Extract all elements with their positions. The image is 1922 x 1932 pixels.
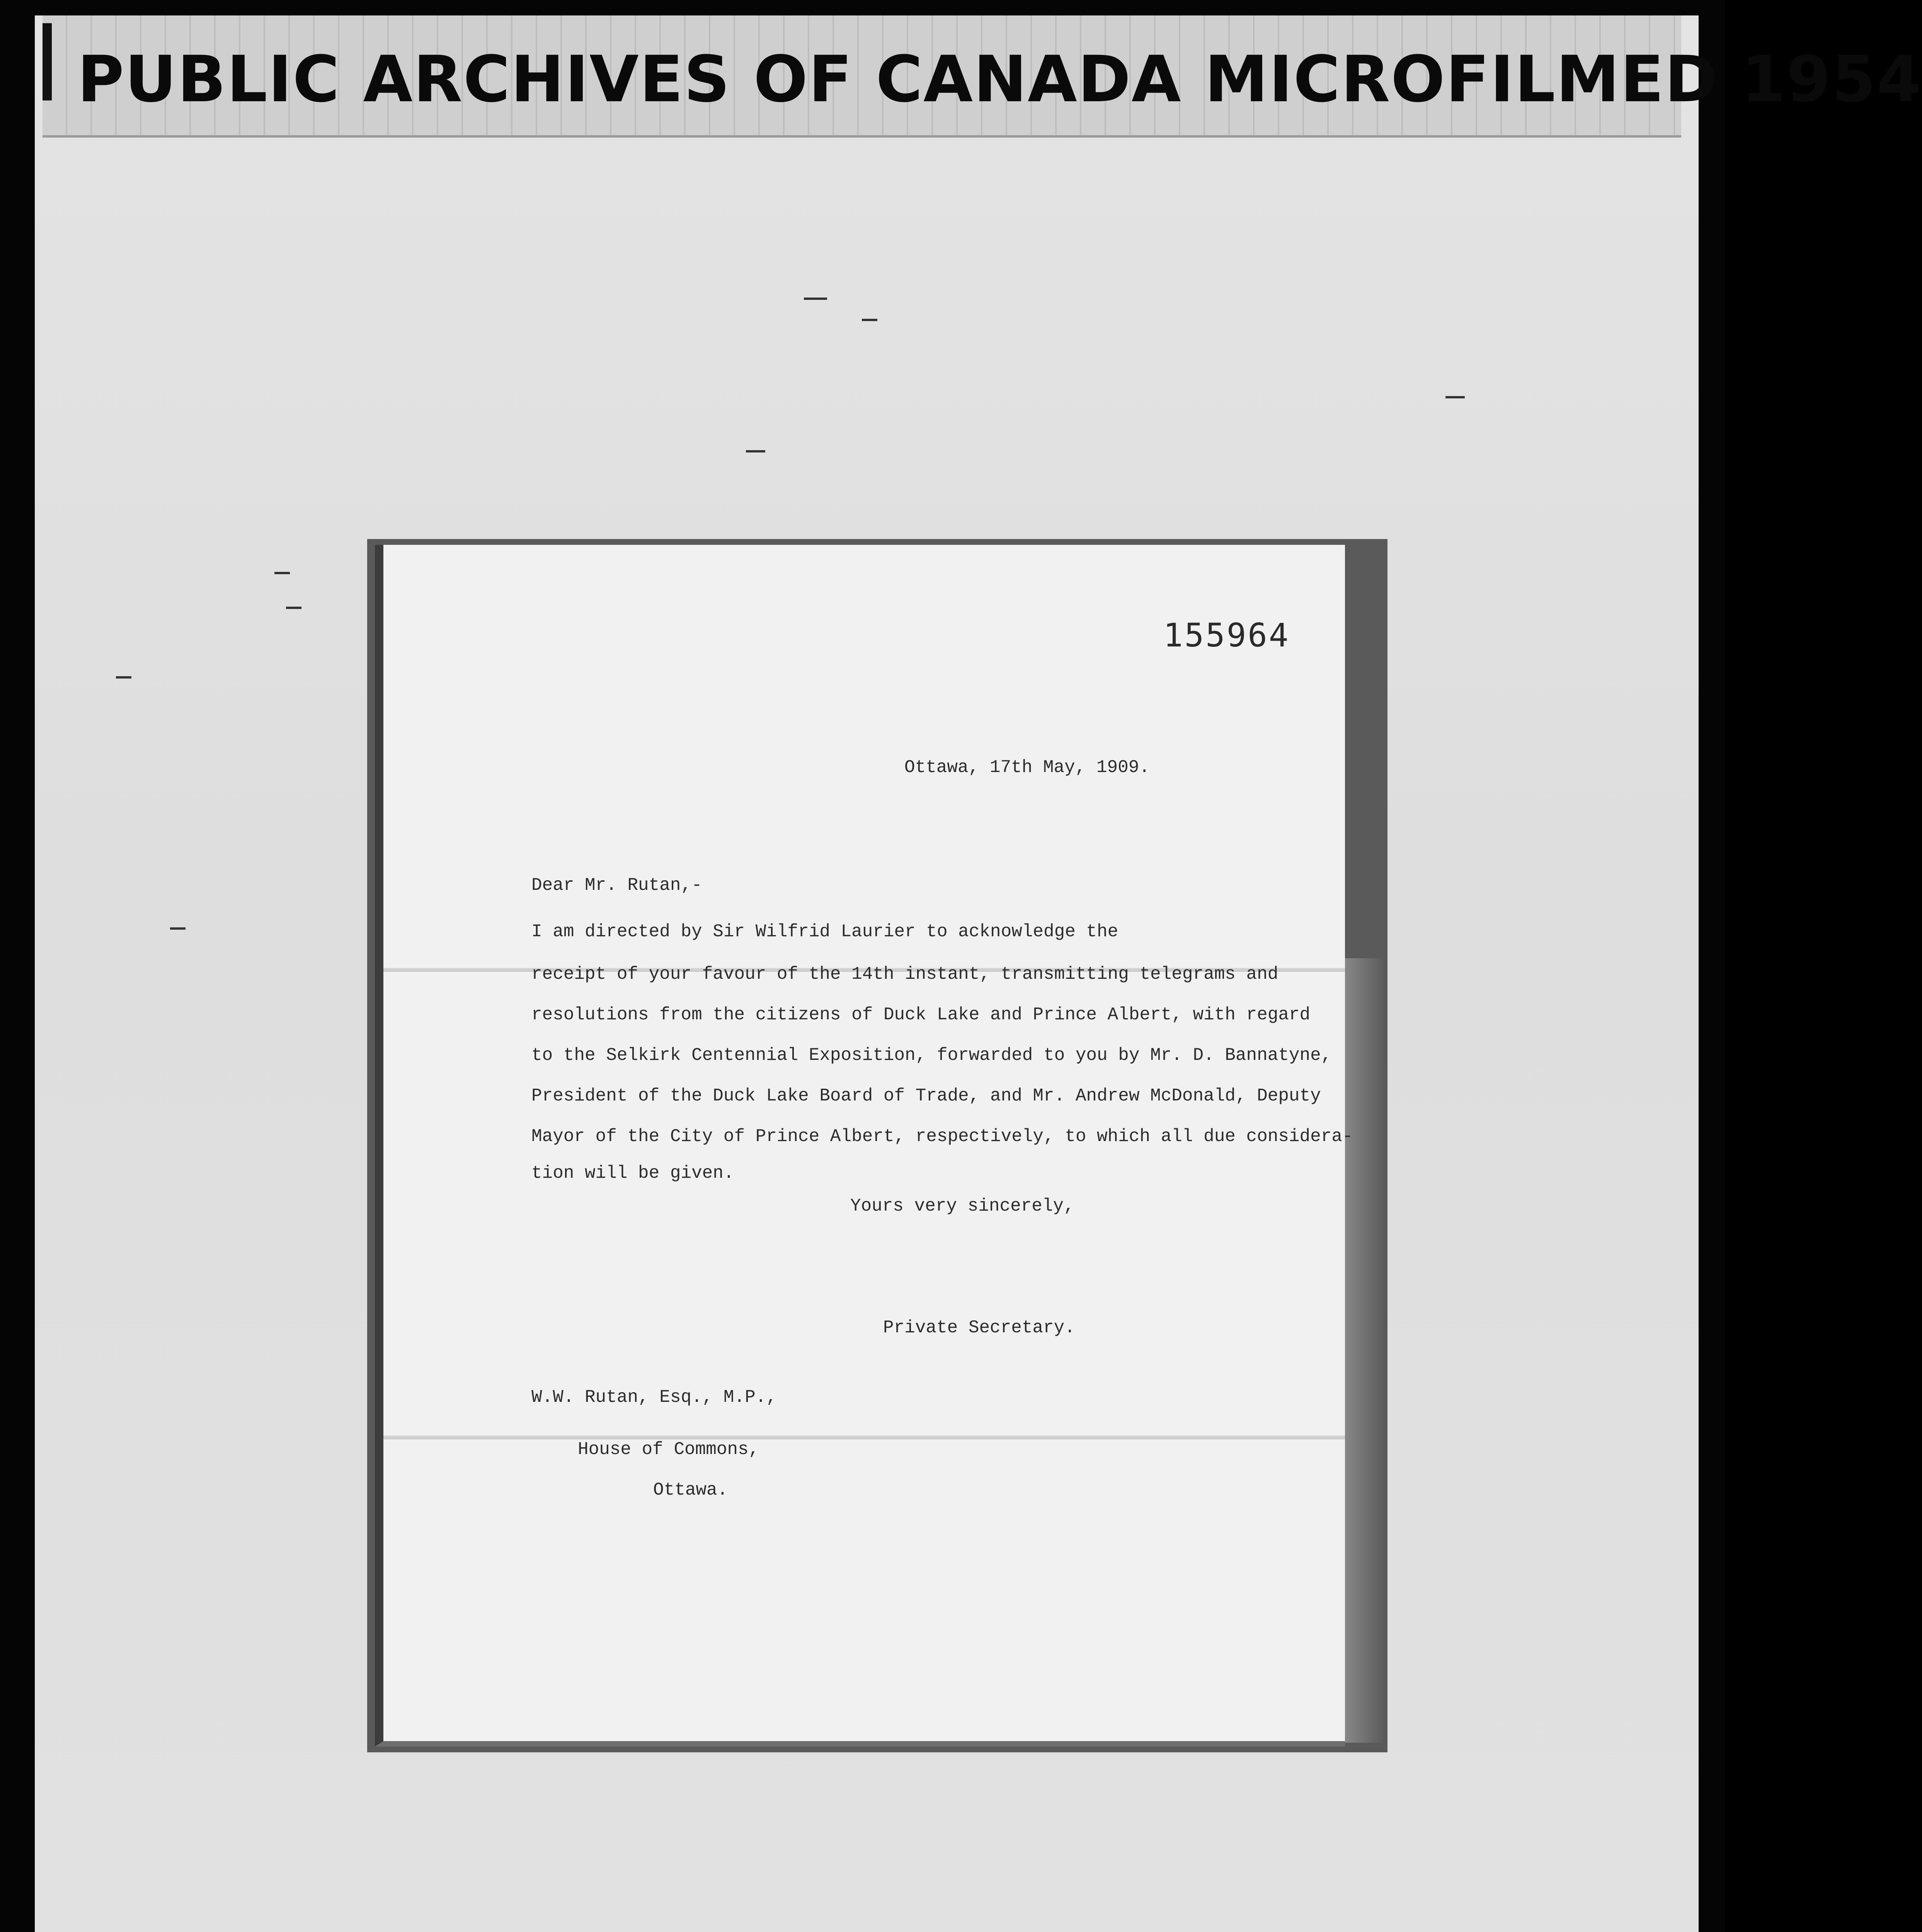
archive-header-title: PUBLIC ARCHIVES OF CANADA MICROFILMED 1954 xyxy=(77,42,1922,116)
film-speck xyxy=(274,572,290,574)
film-speck xyxy=(116,676,131,679)
handwritten-marginal-note xyxy=(410,958,495,1461)
letter-closing: Yours very sincerely, xyxy=(850,1196,1074,1216)
recipient-address-line: W.W. Rutan, Esq., M.P., xyxy=(531,1387,777,1407)
letter-body-line: receipt of your favour of the 14th instant, transmitting telegrams and xyxy=(531,964,1278,984)
film-speck xyxy=(1445,396,1465,398)
letter-body-line: Mayor of the City of Prince Albert, respectively, to which all due considera- xyxy=(531,1126,1353,1146)
letter-body-line: to the Selkirk Centennial Exposition, forwarded to you by Mr. D. Bannatyne, xyxy=(531,1045,1332,1065)
header-edge-mark xyxy=(43,23,52,100)
film-speck xyxy=(286,607,301,609)
letter-body-line: President of the Duck Lake Board of Trade, and Mr. Andrew McDonald, Deputy xyxy=(531,1086,1321,1106)
letter-salutation: Dear Mr. Rutan,- xyxy=(531,875,702,895)
letter-date: Ottawa, 17th May, 1909. xyxy=(904,757,1150,777)
document-number-stamp: 155964 xyxy=(1163,616,1290,654)
letter-signature-title: Private Secretary. xyxy=(883,1318,1075,1338)
letter-body-line: I am directed by Sir Wilfrid Laurier to acknowledge the xyxy=(531,922,1118,942)
film-speck xyxy=(170,927,186,930)
letter-fold-line xyxy=(383,1435,1345,1439)
letter-body-line: tion will be given. xyxy=(531,1163,734,1183)
letter-body-line: resolutions from the citizens of Duck Lake and Prince Albert, with regard xyxy=(531,1005,1311,1025)
film-speck xyxy=(862,319,877,321)
film-speck xyxy=(804,298,827,300)
recipient-address-line: Ottawa. xyxy=(653,1480,728,1500)
letter-edge-shadow xyxy=(1341,958,1384,1743)
film-speck xyxy=(746,450,765,452)
recipient-address-line: House of Commons, xyxy=(578,1439,759,1459)
